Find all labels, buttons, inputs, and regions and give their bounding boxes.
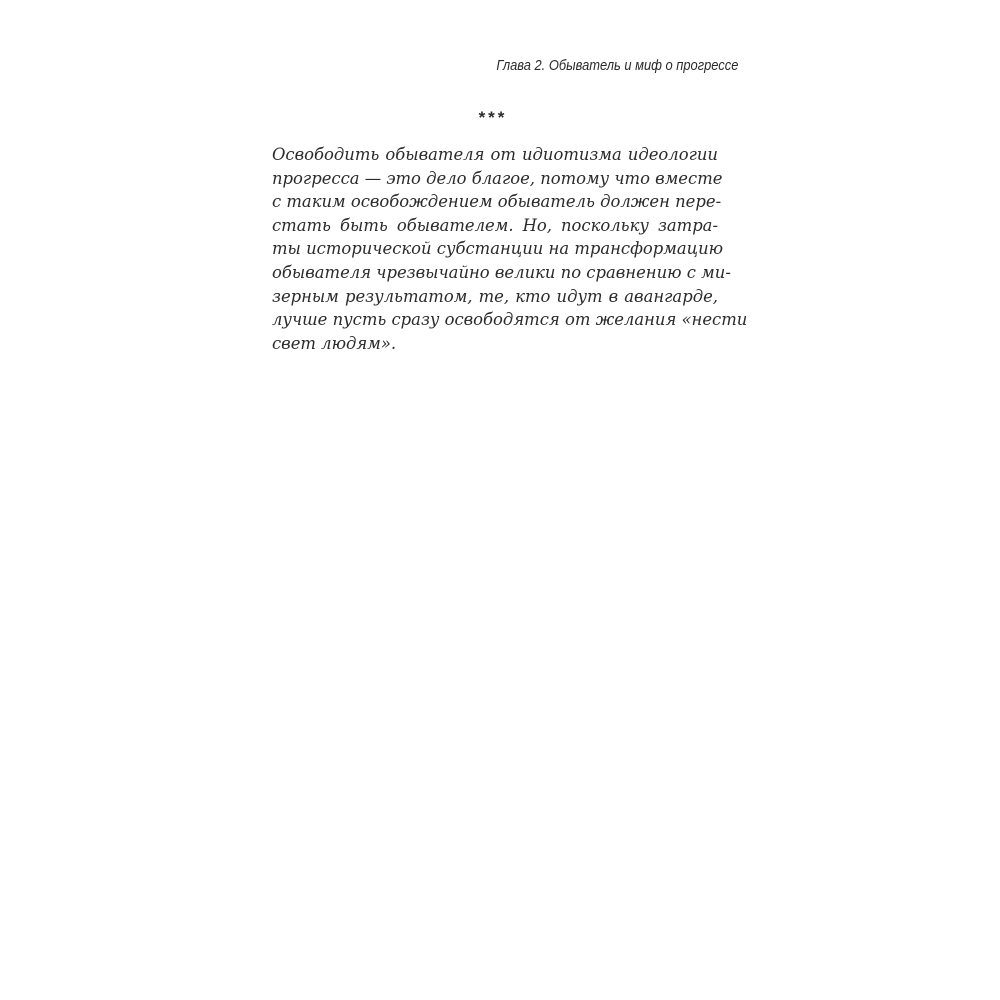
paragraph-line: прогресса — это дело благое, потому что вместе: [272, 168, 723, 188]
paragraph-line: Освободить обывателя от идиотизма идеологии: [272, 145, 718, 164]
paragraph-line: свет людям».: [272, 333, 397, 353]
body-paragraph: [272, 143, 748, 355]
paragraph-line: стать быть обывателем. Но, поскольку затра-: [272, 215, 718, 235]
paragraph-line: зерным результатом, те, кто идут в авангарде,: [272, 286, 718, 306]
paragraph-line: ты исторической субстанции на трансформацию: [272, 239, 724, 259]
paragraph-line: с таким освобождением обыватель должен пере-: [272, 192, 722, 212]
paragraph-line: обывателя чрезвычайно велики по сравнению с ми-: [272, 262, 731, 282]
section-separator: ***: [478, 108, 508, 127]
running-head: Глава 2. Обыватель и миф о прогрессе: [496, 57, 738, 74]
paragraph-line: лучше пусть сразу освободятся от желания «нести: [272, 310, 748, 330]
